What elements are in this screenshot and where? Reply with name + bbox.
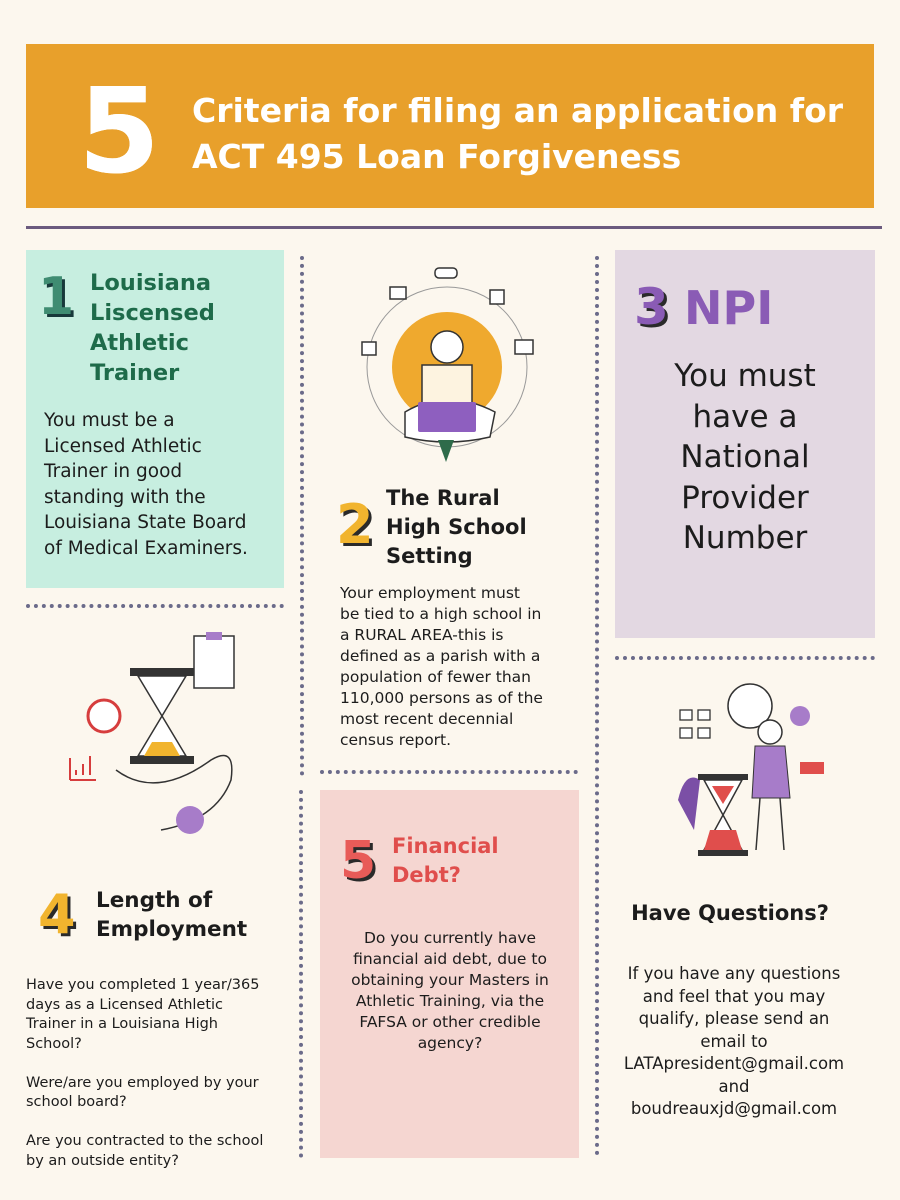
divider-horizontal	[615, 656, 875, 660]
body-line: Were/are you employed by your	[26, 1074, 259, 1091]
body-line: Your employment must	[340, 584, 520, 602]
body-line: obtaining your Masters in	[351, 971, 549, 989]
criterion-3-number: 3	[634, 278, 669, 336]
title-line: Financial	[392, 834, 499, 858]
criterion-2-title	[386, 484, 586, 571]
body-line: Licensed Athletic	[44, 435, 202, 457]
criterion-4-number: 4	[38, 883, 76, 946]
criterion-2-number: 2	[336, 493, 374, 556]
body-line: population of fewer than	[340, 668, 532, 686]
body-line: defined as a parish with a	[340, 647, 541, 665]
divider-horizontal	[320, 770, 578, 774]
title-line: Employment	[96, 917, 248, 942]
person-laptop-meditating-illustration	[350, 262, 550, 467]
title-line: Debt?	[392, 863, 461, 887]
criterion-3-title: NPI	[684, 281, 774, 335]
criterion-5-title	[392, 832, 572, 890]
criterion-5-body	[336, 928, 564, 1054]
header-rule	[26, 226, 882, 229]
title-line: Liscensed	[90, 300, 215, 326]
questions-title: Have Questions?	[631, 901, 829, 925]
criterion-5-number: 5	[340, 831, 377, 891]
body-line: be tied to a high school in	[340, 605, 542, 623]
criterion-4-body	[26, 976, 294, 1191]
body-line: financial aid debt, due to	[353, 950, 547, 968]
hand-holding-hourglass-illustration	[66, 630, 276, 845]
body-line: Do you currently have	[363, 929, 537, 947]
paragraph	[26, 1132, 294, 1171]
body-line: agency?	[417, 1034, 483, 1052]
paragraph	[26, 1074, 294, 1113]
body-line: You must be a	[44, 410, 175, 431]
body-line: Number	[682, 520, 808, 556]
body-line: National	[680, 439, 810, 475]
questions-body	[600, 963, 868, 1121]
body-line: and	[718, 1076, 750, 1096]
body-line: Louisiana State Board	[44, 512, 247, 533]
title-line: The Rural	[386, 486, 500, 510]
criterion-1-title	[90, 268, 280, 388]
criterion-1-body	[44, 408, 276, 561]
body-line: of Medical Examiners.	[44, 537, 248, 559]
body-line: by an outside entity?	[26, 1152, 179, 1169]
body-line: Provider	[681, 479, 809, 516]
title-line: Length of	[96, 888, 213, 913]
page-title-line: Criteria for filing an application for	[192, 91, 844, 130]
body-line: have a	[692, 398, 798, 435]
divider-horizontal	[26, 604, 284, 608]
body-line: qualify, please send an	[638, 1009, 830, 1028]
email-link-latapresident[interactable]: LATApresident@gmail.com	[623, 1054, 845, 1073]
body-line: school board?	[26, 1094, 127, 1110]
body-line: and feel that you may	[642, 986, 826, 1006]
body-line: 110,000 persons as of the	[340, 689, 543, 707]
divider-vertical	[299, 790, 303, 1158]
person-on-phone-with-hourglass-illustration	[660, 680, 840, 860]
body-line: Trainer in good	[44, 461, 183, 482]
body-line: Athletic Training, via the	[355, 992, 545, 1010]
divider-vertical	[595, 256, 599, 1156]
body-line: Are you contracted to the school	[26, 1133, 264, 1149]
body-line: email to	[700, 1031, 768, 1051]
title-line: Setting	[386, 544, 473, 568]
page-title	[192, 88, 872, 180]
body-line: days as a Licensed Athletic	[26, 996, 224, 1013]
paragraph	[26, 976, 294, 1054]
body-line: standing with the	[44, 486, 206, 508]
body-line: Trainer in a Louisiana High	[26, 1016, 218, 1032]
criterion-4-title	[96, 886, 296, 944]
body-line: Have you completed 1 year/365	[26, 977, 260, 993]
criterion-1-number: 1	[38, 267, 75, 327]
body-line: You must	[674, 358, 816, 394]
criterion-2-body	[340, 583, 576, 751]
email-link-boudreauxjd[interactable]: boudreauxjd@gmail.com	[630, 1099, 838, 1118]
title-line: Louisiana	[90, 270, 212, 296]
body-line: a RURAL AREA-this is	[340, 626, 504, 644]
divider-vertical	[300, 256, 304, 776]
title-line: High School	[386, 515, 527, 539]
title-line: Trainer	[90, 360, 180, 386]
title-line: Athletic	[90, 330, 189, 356]
body-line: most recent decennial	[340, 710, 514, 728]
criterion-3-body	[632, 356, 858, 559]
body-line: census report.	[340, 731, 452, 749]
body-line: School?	[26, 1035, 82, 1052]
body-line: FAFSA or other credible	[359, 1013, 541, 1031]
header-number: 5	[78, 62, 161, 200]
body-line: If you have any questions	[627, 964, 841, 983]
page-title-line: ACT 495 Loan Forgiveness	[192, 137, 682, 176]
